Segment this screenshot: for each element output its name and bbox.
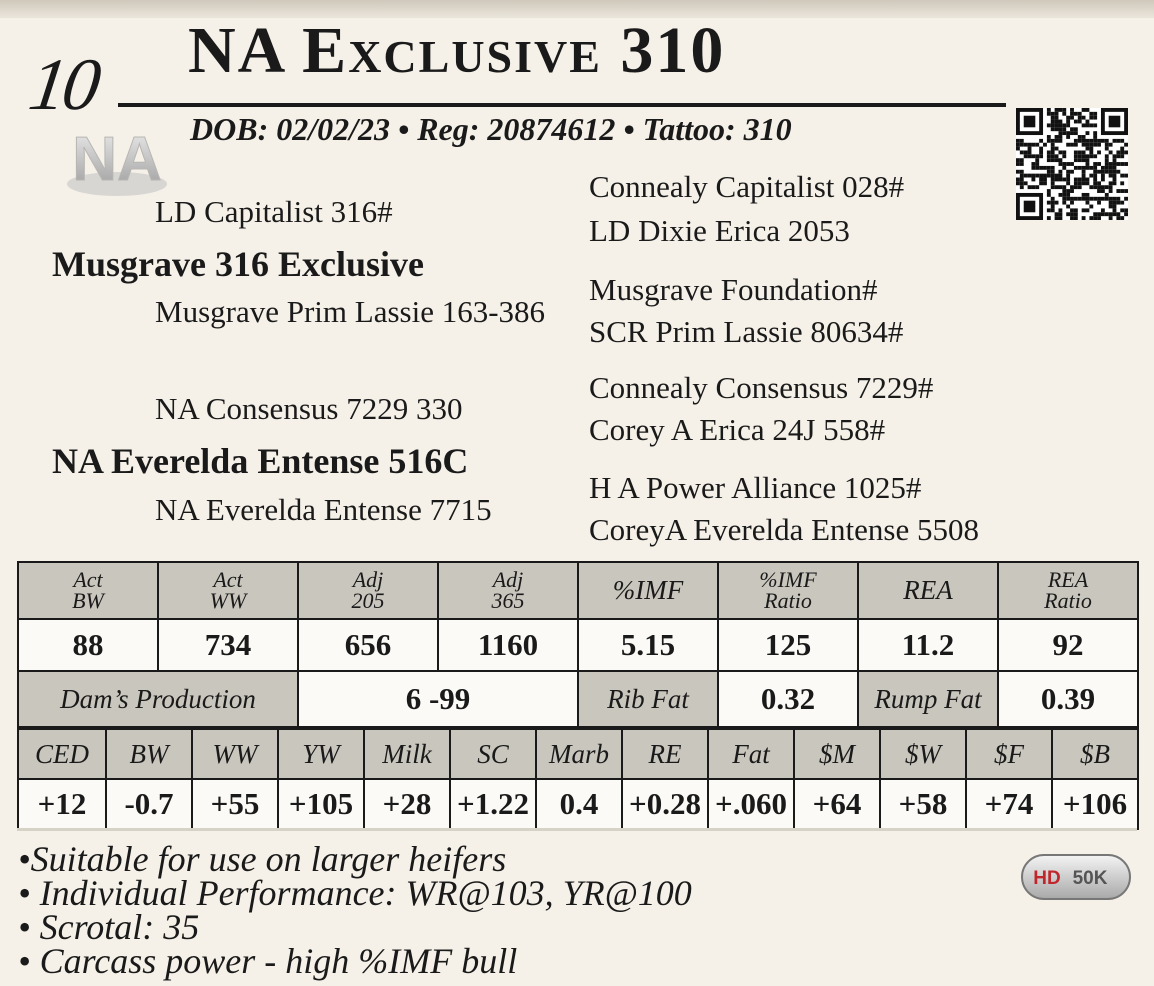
rib-fat-value: 0.32 bbox=[718, 671, 858, 727]
badge-hd: HD bbox=[1033, 868, 1061, 889]
epd-header: Milk bbox=[364, 729, 450, 779]
great-grandparent: Connealy Consensus 7229# bbox=[589, 370, 934, 405]
epd-value: +1.22 bbox=[450, 779, 536, 829]
note-item: • Individual Performance: WR@103, YR@100 bbox=[18, 873, 692, 913]
badge-50k: 50K bbox=[1072, 868, 1108, 889]
epd-value: +55 bbox=[192, 779, 278, 829]
epd-header: BW bbox=[106, 729, 192, 779]
epd-header: Marb bbox=[536, 729, 622, 779]
epd-header: WW bbox=[192, 729, 278, 779]
value-adj-365: 1160 bbox=[438, 619, 578, 671]
header-imf-ratio: %IMF Ratio bbox=[718, 562, 858, 619]
note-item: •Suitable for use on larger heifers bbox=[18, 839, 507, 879]
epd-header: $B bbox=[1052, 729, 1138, 779]
table-shadow bbox=[17, 828, 1137, 831]
performance-table bbox=[17, 561, 1139, 728]
performance-value-row bbox=[18, 619, 1138, 671]
dams-production-label: Dam’s Production bbox=[18, 671, 298, 727]
great-grandparent: Connealy Capitalist 028# bbox=[589, 169, 905, 204]
sire: Musgrave 316 Exclusive bbox=[52, 244, 424, 284]
epd-value: +28 bbox=[364, 779, 450, 829]
header-imf: %IMF bbox=[578, 562, 718, 619]
na-logo-text: NA bbox=[72, 125, 162, 194]
dam: NA Everelda Entense 516C bbox=[52, 441, 469, 481]
epd-value: +105 bbox=[278, 779, 364, 829]
rib-fat-label: Rib Fat bbox=[578, 671, 718, 727]
hd50k-badge-icon bbox=[1020, 852, 1132, 902]
value-adj-205: 656 bbox=[298, 619, 438, 671]
header-adj-205: Adj 205 bbox=[298, 562, 438, 619]
great-grandparent: H A Power Alliance 1025# bbox=[589, 470, 922, 505]
great-grandparent: SCR Prim Lassie 80634# bbox=[589, 314, 904, 349]
epd-header: YW bbox=[278, 729, 364, 779]
epd-header: $M bbox=[794, 729, 880, 779]
header-act-ww: Act WW bbox=[158, 562, 298, 619]
sire-sire: LD Capitalist 316# bbox=[155, 194, 393, 229]
registration-line: DOB: 02/02/23 • Reg: 20874612 • Tattoo: 310 bbox=[190, 111, 792, 147]
dam-sire: NA Consensus 7229 330 bbox=[155, 391, 463, 426]
epd-header: SC bbox=[450, 729, 536, 779]
epd-value: +64 bbox=[794, 779, 880, 829]
value-imf-ratio: 125 bbox=[718, 619, 858, 671]
header-act-bw: Act BW bbox=[18, 562, 158, 619]
header-adj-365: Adj 365 bbox=[438, 562, 578, 619]
note-item: • Carcass power - high %IMF bull bbox=[18, 941, 518, 981]
animal-name: NA Exclusive 310 bbox=[188, 14, 726, 87]
value-act-ww: 734 bbox=[158, 619, 298, 671]
epd-value: +58 bbox=[880, 779, 966, 829]
qr-code-icon[interactable] bbox=[1016, 108, 1128, 220]
epd-header: $W bbox=[880, 729, 966, 779]
na-logo-icon bbox=[62, 122, 172, 200]
great-grandparent: CoreyA Everelda Entense 5508 bbox=[589, 512, 979, 547]
great-grandparent: LD Dixie Erica 2053 bbox=[589, 213, 850, 248]
lot-number: 10 bbox=[24, 44, 102, 126]
value-rea-ratio: 92 bbox=[998, 619, 1138, 671]
epd-table bbox=[17, 728, 1139, 830]
epd-value: +74 bbox=[966, 779, 1052, 829]
epd-value: +106 bbox=[1052, 779, 1138, 829]
dams-production-value: 6 -99 bbox=[298, 671, 578, 727]
rump-fat-label: Rump Fat bbox=[858, 671, 998, 727]
great-grandparent: Corey A Erica 24J 558# bbox=[589, 412, 886, 447]
performance-header-row bbox=[18, 562, 1138, 619]
epd-header: RE bbox=[622, 729, 708, 779]
great-grandparent: Musgrave Foundation# bbox=[589, 272, 878, 307]
production-row bbox=[18, 671, 1138, 727]
notes-list bbox=[18, 839, 692, 981]
epd-value: +.060 bbox=[708, 779, 794, 829]
rump-fat-value: 0.39 bbox=[998, 671, 1138, 727]
note-item: • Scrotal: 35 bbox=[18, 907, 200, 947]
value-rea: 11.2 bbox=[858, 619, 998, 671]
epd-value: 0.4 bbox=[536, 779, 622, 829]
epd-header: CED bbox=[18, 729, 106, 779]
epd-value: +12 bbox=[18, 779, 106, 829]
epd-value-row bbox=[18, 779, 1138, 829]
epd-value: -0.7 bbox=[106, 779, 192, 829]
value-act-bw: 88 bbox=[18, 619, 158, 671]
epd-value: +0.28 bbox=[622, 779, 708, 829]
epd-header-row bbox=[18, 729, 1138, 779]
epd-header: $F bbox=[966, 729, 1052, 779]
epd-header: Fat bbox=[708, 729, 794, 779]
header-rea-ratio: REA Ratio bbox=[998, 562, 1138, 619]
sire-dam: Musgrave Prim Lassie 163-386 bbox=[155, 294, 546, 329]
value-imf: 5.15 bbox=[578, 619, 718, 671]
dam-dam: NA Everelda Entense 7715 bbox=[155, 492, 492, 527]
header-rea: REA bbox=[858, 562, 998, 619]
title-underline bbox=[118, 103, 1006, 107]
